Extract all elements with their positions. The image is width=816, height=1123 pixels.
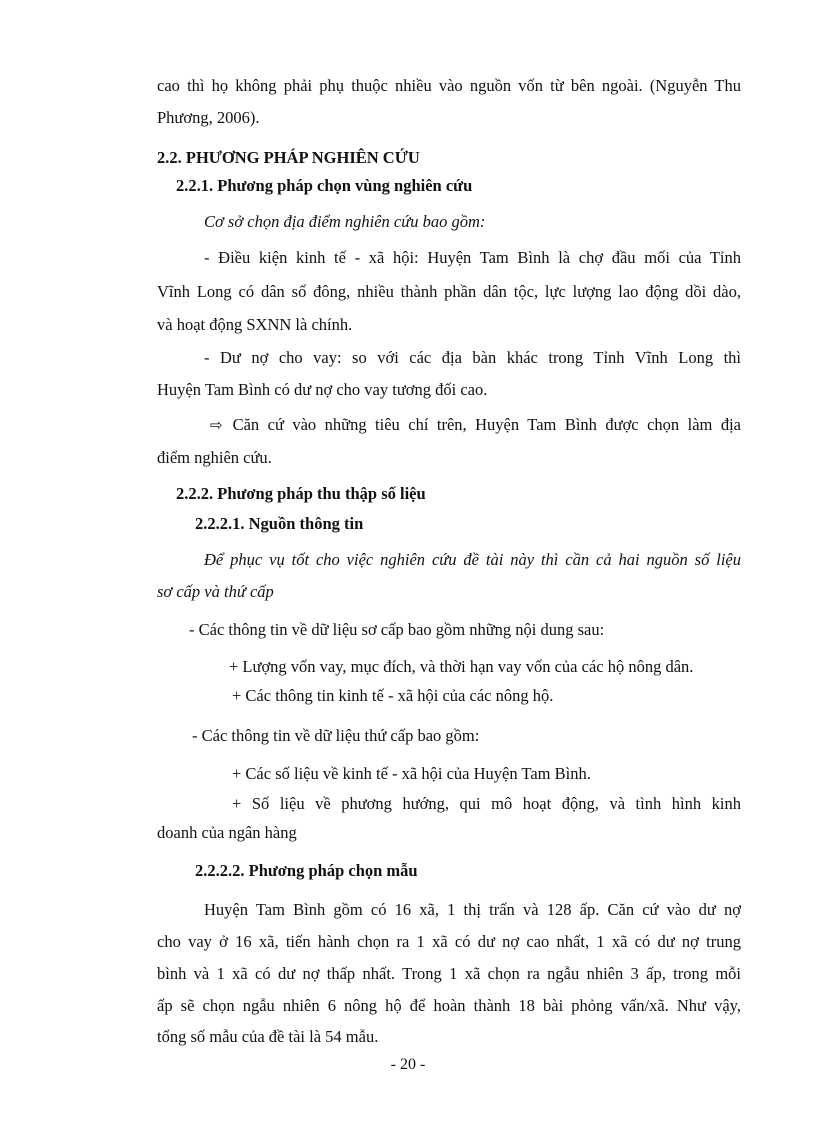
paragraph-line: và hoạt động SXNN là chính.	[157, 315, 353, 334]
paragraph-line: Phương, 2006).	[157, 108, 260, 127]
intro-text: sơ cấp và thứ cấp	[157, 582, 274, 601]
arrow-right-icon: ⇨	[210, 416, 223, 434]
paragraph-line: cho vay ở 16 xã, tiến hành chọn ra 1 xã có dư nợ cao nhất, 1 xã có dư nợ trung	[157, 932, 741, 951]
paragraph-line: điểm nghiên cứu.	[157, 448, 272, 467]
conclusion-line	[210, 415, 741, 435]
paragraph-line: ấp sẽ chọn ngẫu nhiên 6 nông hộ để hoàn thành 18 bài phỏng vấn/xã. Như vậy,	[157, 996, 741, 1015]
list-item: + Các số liệu về kinh tế - xã hội của Huyện Tam Bình.	[232, 764, 591, 783]
paragraph-line: tổng số mẫu của đề tài là 54 mẫu.	[157, 1027, 379, 1046]
paragraph-line: Huyện Tam Bình gồm có 16 xã, 1 thị trấn và 128 ấp. Căn cứ vào dư nợ	[204, 900, 741, 919]
subsubsection-heading: 2.2.2.1. Nguồn thông tin	[195, 514, 364, 533]
page-number: - 20 -	[390, 1056, 426, 1073]
bullet-line: - Dư nợ cho vay: so với các địa bàn khác trong Tỉnh Vĩnh Long thì	[204, 348, 741, 367]
intro-text: Cơ sở chọn địa điểm nghiên cứu bao gồm:	[204, 212, 486, 231]
conclusion-text: Căn cứ vào những tiêu chí trên, Huyện Tam Bình được chọn làm địa	[232, 415, 741, 434]
intro-text: Để phục vụ tốt cho việc nghiên cứu đề tài này thì cần cả hai nguồn số liệu	[204, 550, 741, 569]
list-item: + Số liệu về phương hướng, qui mô hoạt động, và tình hình kinh	[232, 794, 741, 813]
subsubsection-heading: 2.2.2.2. Phương pháp chọn mẫu	[195, 861, 418, 880]
paragraph-line: Vĩnh Long có dân số đông, nhiều thành phần dân tộc, lực lượng lao động dồi dào,	[157, 282, 741, 301]
bullet-line: - Điều kiện kinh tế - xã hội: Huyện Tam Bình là chợ đầu mối của Tỉnh	[204, 248, 741, 267]
list-item: + Các thông tin kinh tế - xã hội của các nông hộ.	[232, 686, 554, 705]
section-heading: 2.2. PHƯƠNG PHÁP NGHIÊN CỨU	[157, 148, 420, 167]
subsection-heading: 2.2.1. Phương pháp chọn vùng nghiên cứu	[176, 176, 473, 195]
list-heading: - Các thông tin về dữ liệu thứ cấp bao gồm:	[192, 726, 480, 745]
paragraph-line: cao thì họ không phải phụ thuộc nhiều vào nguồn vốn từ bên ngoài. (Nguyễn Thu	[157, 76, 741, 95]
list-item-continuation: doanh của ngân hàng	[157, 823, 297, 842]
paragraph-line: bình và 1 xã có dư nợ thấp nhất. Trong 1 xã chọn ra ngẫu nhiên 3 ấp, trong mỗi	[157, 964, 741, 983]
paragraph-line: Huyện Tam Bình có dư nợ cho vay tương đối cao.	[157, 380, 488, 399]
subsection-heading: 2.2.2. Phương pháp thu thập số liệu	[176, 484, 426, 503]
list-heading: - Các thông tin về dữ liệu sơ cấp bao gồm những nội dung sau:	[189, 620, 605, 639]
list-item: + Lượng vốn vay, mục đích, và thời hạn vay vốn của các hộ nông dân.	[229, 657, 694, 676]
